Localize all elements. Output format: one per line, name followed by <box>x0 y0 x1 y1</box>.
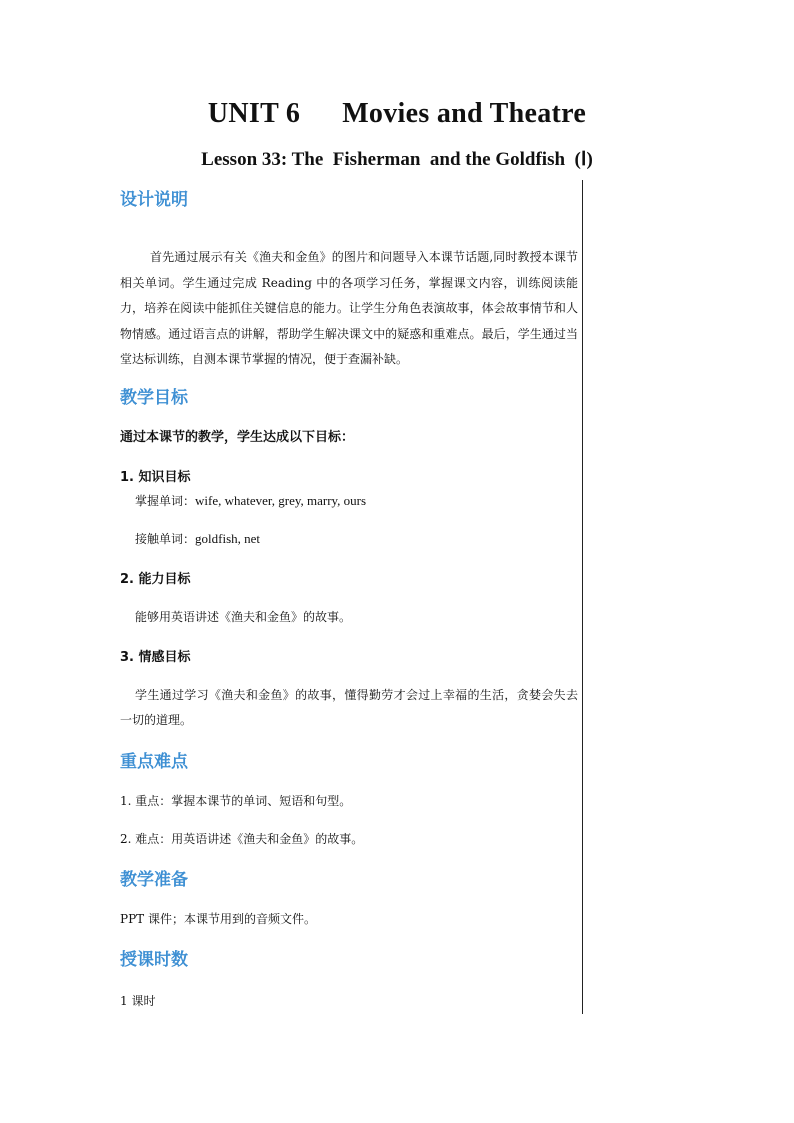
goals-lead: 通过本课节的教学，学生达成以下目标： <box>120 429 355 445</box>
keypoint-item: 1. 重点：掌握本课节的单词、短语和句型。 <box>120 793 352 808</box>
knowledge-goal-title: 1. 知识目标 <box>120 469 191 485</box>
emotion-goal-text: 学生通过学习《渔夫和金鱼》的故事，懂得勤劳才会过上幸福的生活，贪婪会失去一切的道理。 <box>120 687 578 727</box>
unit-number: UNIT 6 <box>207 98 301 129</box>
hours-heading: 授课时数 <box>120 949 188 970</box>
master-words-label: 掌握单词： <box>135 493 196 508</box>
master-words-line <box>120 489 578 513</box>
hours-section <box>120 945 578 1013</box>
page-title <box>0 98 794 130</box>
keypoints-section <box>120 747 578 851</box>
contact-words-line <box>120 527 578 551</box>
master-words: wife, whatever, grey, marry, ours <box>195 492 367 508</box>
keypoints-heading: 重点难点 <box>120 751 188 772</box>
goals-heading: 教学目标 <box>120 387 188 408</box>
hours-text: 1 课时 <box>120 993 156 1008</box>
document-body <box>120 185 578 1013</box>
design-section <box>120 185 578 373</box>
design-text: 首先通过展示有关《渔夫和金鱼》的图片和问题导入本课节话题,同时教授本课节相关单词。学生通过完成 Reading 中的各项学习任务，掌握课文内容，训练阅读能力，培养在阅读中能抓住关键信息的能力。让学生分角色表演故事，体会故事情节和人物情感。通过语言点的讲解，帮助学生解决课文中的疑惑和重难点。最后，学生通过当堂达标训练，自测本课节掌握的情况，便于查漏补缺。 <box>120 250 578 366</box>
ability-goal-title: 2. 能力目标 <box>120 571 191 587</box>
vertical-divider <box>582 180 583 1014</box>
emotion-goal-title: 3. 情感目标 <box>120 649 191 665</box>
prep-heading: 教学准备 <box>120 869 188 890</box>
prep-section <box>120 865 578 931</box>
goals-section <box>120 383 578 733</box>
difficulty-item: 2. 难点：用英语讲述《渔夫和金鱼》的故事。 <box>120 831 364 846</box>
design-heading: 设计说明 <box>120 190 188 210</box>
ability-goal-text: 能够用英语讲述《渔夫和金鱼》的故事。 <box>135 609 352 624</box>
lesson-title: Lesson 33: The Fisherman and the Goldfish (Ⅰ) <box>201 149 593 170</box>
prep-text: PPT 课件；本课节用到的音频文件。 <box>120 911 316 926</box>
contact-words: goldfish, net <box>195 530 261 546</box>
contact-words-label: 接触单词： <box>135 531 196 546</box>
unit-title: Movies and Theatre <box>342 98 587 129</box>
